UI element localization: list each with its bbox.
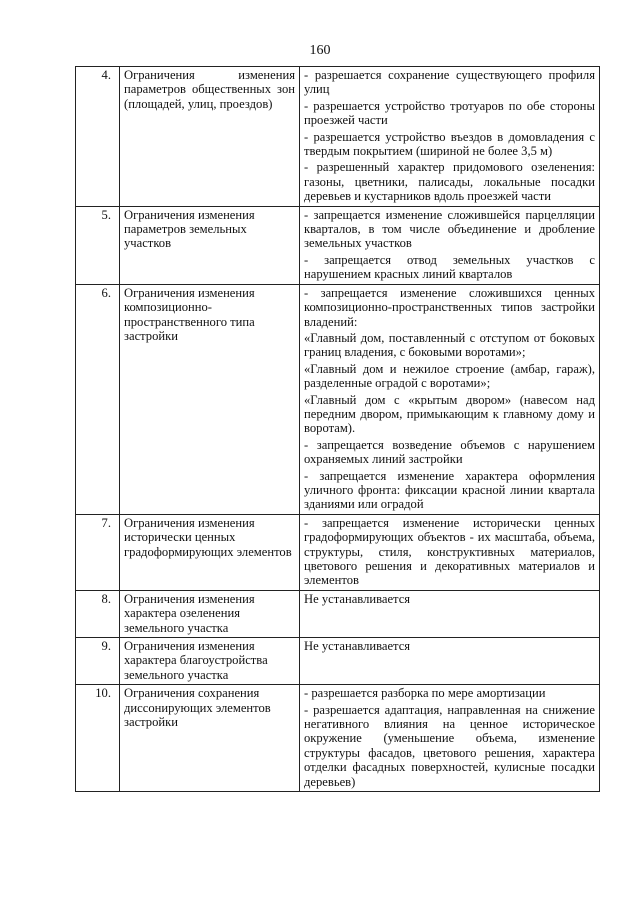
restriction-item: «Главный дом, поставленный с отступом от боковых границ владения, с боковыми воротами»; — [304, 330, 595, 360]
restriction-name: Ограничения изменения характера благоустройства земельного участка — [120, 638, 300, 685]
restriction-item: - запрещается отвод земельных участков с нарушением красных линий кварталов — [304, 252, 595, 282]
table-row — [76, 638, 600, 685]
table-row — [76, 590, 600, 637]
restriction-item: - запрещается изменение сложившейся парцелляции кварталов, в том числе объединение и дробление земельных участков — [304, 207, 595, 251]
restriction-content — [300, 67, 600, 207]
restriction-name: Ограничения изменения параметров общественных зон (площадей, улиц, проездов) — [120, 67, 300, 207]
row-number: 10. — [76, 685, 120, 792]
restriction-item: «Главный дом и нежилое строение (амбар, гараж), разделенные оградой с воротами»; — [304, 361, 595, 391]
restriction-item: - запрещается возведение объемов с нарушением охраняемых линий застройки — [304, 437, 595, 467]
table-row — [76, 685, 600, 792]
restriction-content — [300, 206, 600, 284]
restriction-item: - разрешенный характер придомового озеленения: газоны, цветники, палисады, локальные посадки деревьев и кустарников вдоль проезжей части — [304, 160, 595, 204]
restriction-name: Ограничения изменения характера озеленения земельного участка — [120, 590, 300, 637]
restriction-content — [300, 284, 600, 514]
restriction-name: Ограничения сохранения диссонирующих элементов застройки — [120, 685, 300, 792]
restriction-name: Ограничения изменения исторически ценных градоформирующих элементов — [120, 514, 300, 590]
row-number: 5. — [76, 206, 120, 284]
restriction-content — [300, 514, 600, 590]
restriction-item: - разрешается устройство въездов в домовладения с твердым покрытием (шириной не более 3,5 м) — [304, 129, 595, 159]
table-row — [76, 206, 600, 284]
restriction-item: - разрешается устройство тротуаров по обе стороны проезжей части — [304, 98, 595, 128]
restrictions-table — [75, 66, 600, 792]
restriction-name: Ограничения изменения композиционно-пространственного типа застройки — [120, 284, 300, 514]
restriction-item: «Главный дом с «крытым двором» (навесом над передним двором, примыкающим к главному дому и воротам). — [304, 392, 595, 436]
row-number: 6. — [76, 284, 120, 514]
table-row — [76, 67, 600, 207]
table-row — [76, 284, 600, 514]
restriction-item: - разрешается адаптация, направленная на снижение негативного влияния на ценное историческое окружение (уменьшение объема, изменение структуры фасадов, цветового решения, характера отделки фасадных поверхностей, кулисные посадки деревьев) — [304, 702, 595, 789]
row-number: 4. — [76, 67, 120, 207]
restriction-item: Не устанавливается — [304, 639, 411, 654]
restriction-name: Ограничения изменения параметров земельных участков — [120, 206, 300, 284]
row-number: 8. — [76, 590, 120, 637]
restriction-content — [300, 685, 600, 792]
row-number: 9. — [76, 638, 120, 685]
restriction-content — [300, 590, 600, 637]
restriction-item: - запрещается изменение характера оформления уличного фронта: фиксации красной линии квартала зданиями или оградой — [304, 468, 595, 512]
restriction-item: - запрещается изменение исторически ценных градоформирующих объектов - их масштаба, объема, структуры, стиля, конструктивных материалов, цветового решения и декоративных материалов и элементов — [304, 515, 595, 588]
row-number: 7. — [76, 514, 120, 590]
page-number: 160 — [309, 43, 331, 58]
restriction-item: - разрешается разборка по мере амортизации — [304, 686, 546, 701]
table-row — [76, 514, 600, 590]
restriction-item: Не устанавливается — [304, 591, 411, 606]
restriction-item: - запрещается изменение сложившихся ценных композиционно-пространственных типов застройки владений: — [304, 285, 595, 329]
restriction-content — [300, 638, 600, 685]
restriction-item: - разрешается сохранение существующего профиля улиц — [304, 68, 595, 97]
